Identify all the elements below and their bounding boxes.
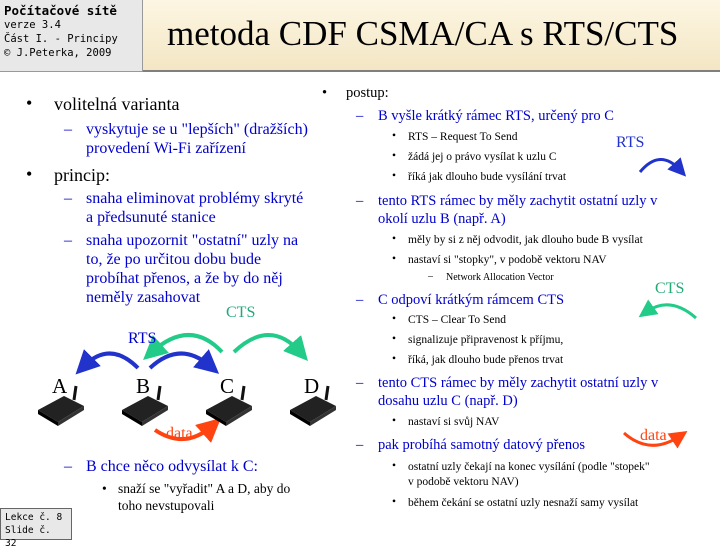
left-sub-notify-4: neměly zasahovat (86, 289, 201, 306)
right-step1-a: RTS – Request To Send (408, 131, 518, 143)
slide-info-box (0, 508, 72, 549)
bullet-dot: • (392, 150, 397, 162)
bullet-dot: • (392, 170, 397, 182)
side-rts-arrow (640, 159, 680, 172)
dash: – (428, 271, 433, 282)
side-data-label: data (640, 427, 667, 444)
left-subsub-exclude-2: toho nevstupovali (118, 498, 215, 513)
left-item-principle: princip: (54, 165, 110, 185)
rts-arrow-to-c (150, 353, 210, 368)
right-step5-a-2: v podobě vektoru NAV) (408, 476, 519, 488)
right-step2-a: měly by si z něj odvodit, jak dlouho bude B vysílat (408, 234, 643, 246)
left-sub-notify-3: probíhat přenos, a že by do něj (86, 270, 283, 287)
bullet-dot: • (392, 353, 397, 365)
right-step2-b: nastaví si "stopky", v podobě vektoru NAV (408, 254, 607, 266)
side-cts-arrow (646, 305, 696, 318)
right-step2-2: okolí uzlu B (např. A) (378, 211, 506, 227)
right-step1-c: říká jak dlouho bude vysílání trvat (408, 171, 567, 183)
left-sub-eliminate-2: a předsunuté stanice (86, 209, 216, 226)
bullet-dot: • (392, 333, 397, 345)
course-author: © J.Peterka, 2009 (4, 47, 112, 59)
bullet-dot: • (392, 460, 397, 472)
lecture-number: Lekce č. 8 (5, 512, 63, 523)
right-step2-b-i: Network Allocation Vector (446, 272, 554, 283)
right-step3-a: CTS – Clear To Send (408, 314, 507, 326)
dash: – (356, 108, 364, 124)
right-step5: pak probíhá samotný datový přenos (378, 437, 585, 453)
node-label-d: D (304, 374, 320, 398)
node-label-b: B (136, 374, 151, 398)
bullet-dot: • (322, 85, 328, 101)
dash: – (64, 232, 72, 249)
router-icon (286, 384, 338, 426)
bullet-dot: • (392, 415, 397, 427)
diagram-rts-label: RTS (128, 330, 157, 347)
diagram-cts-label: CTS (226, 304, 256, 321)
bullet-dot: • (392, 130, 397, 142)
dash: – (356, 375, 364, 391)
right-step3: C odpoví krátkým rámcem CTS (378, 292, 565, 308)
left-sub-notify-2: to, že po určitou dobu bude (86, 251, 262, 268)
side-rts-label: RTS (616, 134, 645, 151)
bullet-dot: • (26, 93, 33, 113)
left-subsub-exclude: snaží se "vyřadit" A a D, aby do (118, 481, 291, 496)
diagram-data-label: data (166, 425, 193, 442)
left-item-optional: volitelná varianta (54, 94, 180, 114)
bullet-dot: • (392, 313, 397, 325)
left-sub-better-2: provedení Wi-Fi zařízení (86, 140, 246, 157)
right-step3-b: signalizuje připravenost k příjmu, (408, 334, 564, 346)
slide-number: Slide č. 32 (5, 525, 51, 549)
right-step2: tento RTS rámec by měly zachytit ostatní uzly v (378, 193, 658, 209)
bullet-dot: • (392, 496, 397, 508)
right-step4-a: nastaví si svůj NAV (408, 416, 500, 428)
left-sub-notify: snaha upozornit "ostatní" uzly na (86, 232, 299, 249)
node-label-a: A (52, 374, 68, 398)
side-cts-label: CTS (655, 280, 685, 297)
left-sub-eliminate: snaha eliminovat problémy skryté (86, 190, 304, 207)
right-step4: tento CTS rámec by měly zachytit ostatní uzly v (378, 375, 659, 391)
rts-arrow-to-a (84, 353, 138, 368)
right-step1: B vyšle krátký rámec RTS, určený pro C (378, 108, 614, 124)
cts-arrow-to-d (234, 335, 300, 352)
right-step4-2: dosahu uzlu C (např. D) (378, 393, 518, 409)
router-icon (118, 384, 170, 426)
right-step1-b: žádá jej o právo vysílat k uzlu C (408, 151, 557, 163)
dash: – (64, 190, 72, 207)
bullet-dot: • (392, 233, 397, 245)
dash: – (356, 292, 364, 308)
right-step5-a: ostatní uzly čekají na konec vysílání (podle "stopek" (408, 461, 650, 473)
dash: – (356, 193, 364, 209)
right-step5-b: během čekání se ostatní uzly nesnaží samy vysílat (408, 497, 639, 509)
right-step3-c: říká, jak dlouho bude přenos trvat (408, 354, 564, 366)
cts-arrow-to-b (152, 335, 222, 352)
right-head: postup: (346, 85, 389, 101)
node-label-c: C (220, 374, 235, 398)
bullet-dot: • (102, 481, 107, 496)
page-title: metoda CDF CSMA/CA s RTS/CTS (167, 14, 679, 53)
left-sub-b-wants: B chce něco odvysílat k C: (86, 458, 258, 475)
dash: – (64, 458, 72, 475)
dash: – (356, 437, 364, 453)
left-sub-better: vyskytuje se u "lepších" (dražších) (86, 121, 308, 138)
bullet-dot: • (392, 253, 397, 265)
course-part: Část I. - Principy (4, 33, 118, 45)
bullet-dot: • (26, 164, 33, 184)
router-icon (34, 384, 86, 426)
dash: – (64, 121, 72, 138)
course-version: verze 3.4 (4, 19, 61, 31)
router-icon (202, 384, 254, 426)
course-title: Počítačové sítě (4, 3, 117, 18)
